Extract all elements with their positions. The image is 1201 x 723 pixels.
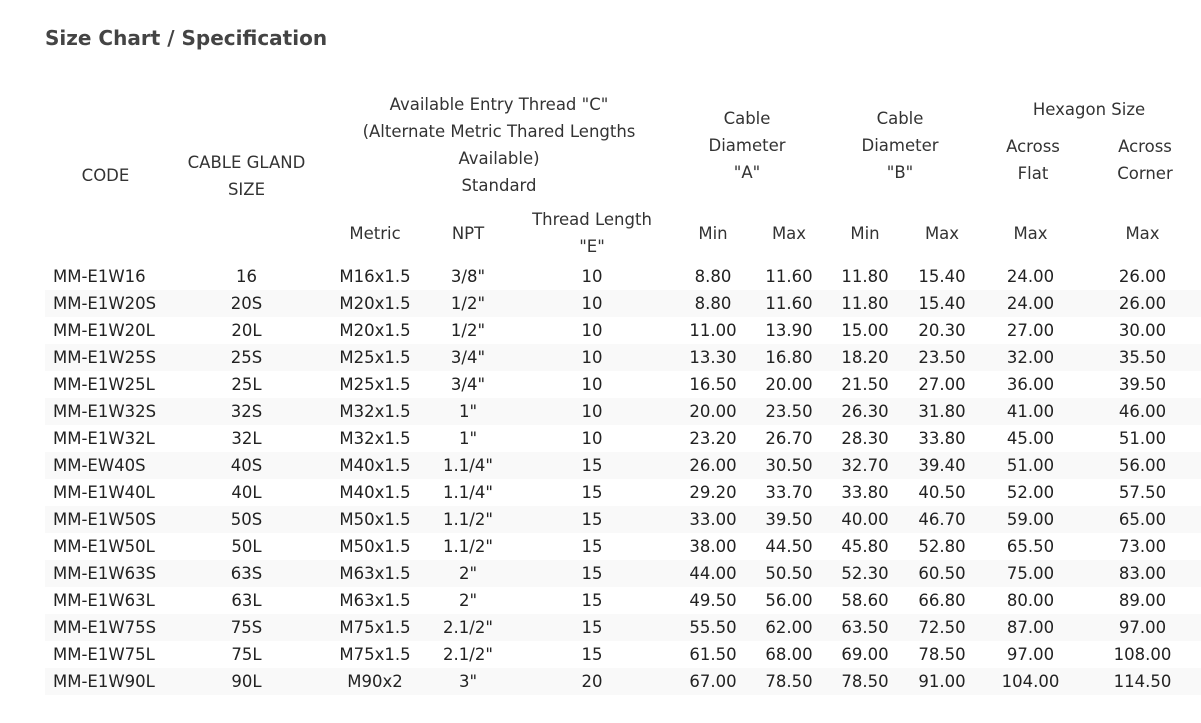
npt-cell: 3": [423, 668, 513, 695]
flat-max-cell: 75.00: [977, 560, 1084, 587]
b-min-cell: 21.50: [841, 375, 889, 394]
b-max-cell: 39.40: [907, 452, 977, 479]
thread-length-cell: 15: [581, 645, 603, 664]
header-corner-max: [1084, 203, 1201, 263]
metric-cell: M25x1.5: [327, 344, 423, 371]
a-max-cell: 33.70: [765, 483, 813, 502]
flat-max-cell: 104.00: [977, 668, 1084, 695]
thread-length-cell: 15: [513, 560, 671, 587]
npt-cell: 2": [458, 591, 478, 610]
metric-cell: M20x1.5: [339, 321, 411, 340]
table-row: [45, 452, 1201, 479]
header-across-corner-line: Across: [1118, 137, 1172, 156]
metric-cell: M16x1.5: [339, 267, 411, 286]
code-cell: MM-E1W32L: [53, 429, 155, 448]
thread-length-cell: 15: [513, 452, 671, 479]
b-max-cell: 27.00: [918, 375, 966, 394]
a-min-cell: 8.80: [694, 267, 732, 286]
gland-size-cell: 25L: [231, 375, 262, 394]
gland-size-cell: 16: [236, 267, 257, 286]
code-cell: MM-E1W40L: [53, 483, 155, 502]
b-max-cell: 72.50: [907, 614, 977, 641]
a-max-cell: 39.50: [755, 506, 823, 533]
header-entry-thread: [327, 88, 671, 203]
npt-cell: 1/2": [450, 321, 486, 340]
b-min-cell: 78.50: [823, 668, 907, 695]
header-max-label: Max: [771, 223, 807, 243]
flat-max-cell: 52.00: [1006, 483, 1055, 502]
thread-length-cell: 15: [581, 591, 603, 610]
corner-max-cell: 73.00: [1118, 537, 1167, 556]
thread-length-cell: 10: [513, 398, 671, 425]
corner-max-cell: 108.00: [1113, 645, 1172, 664]
header-across-flat-line: Flat: [1017, 164, 1049, 183]
gland-size-cell: 25S: [166, 344, 327, 371]
a-max-cell: 26.70: [765, 429, 813, 448]
gland-size-cell: 40S: [166, 452, 327, 479]
table-row: [45, 398, 1201, 425]
table-row: [45, 425, 1201, 452]
corner-max-cell: 30.00: [1118, 321, 1167, 340]
b-min-cell: 11.80: [823, 290, 907, 317]
flat-max-cell: 97.00: [1006, 645, 1055, 664]
header-cable-a-line: Diameter: [708, 136, 786, 155]
a-max-cell: 78.50: [755, 668, 823, 695]
code-cell: MM-E1W50S: [45, 506, 166, 533]
a-min-cell: 26.00: [671, 452, 755, 479]
gland-size-cell: 50L: [231, 537, 262, 556]
flat-max-cell: 24.00: [1006, 267, 1055, 286]
npt-cell: 1.1/4": [423, 452, 513, 479]
b-max-cell: 20.30: [918, 321, 966, 340]
header-max-label: Max: [924, 223, 960, 243]
header-across-flat: [977, 133, 1089, 187]
b-max-cell: 60.50: [907, 560, 977, 587]
b-min-cell: 33.80: [841, 483, 889, 502]
header-cable-b-line: Diameter: [861, 136, 939, 155]
table-row: [45, 587, 1201, 614]
corner-max-cell: 114.50: [1084, 668, 1201, 695]
code-cell: MM-E1W16: [53, 267, 146, 286]
b-max-cell: 66.80: [918, 591, 966, 610]
a-min-cell: 61.50: [689, 645, 737, 664]
metric-cell: M25x1.5: [339, 375, 411, 394]
flat-max-cell: 59.00: [977, 506, 1084, 533]
code-cell: MM-E1W75S: [45, 614, 166, 641]
gland-size-cell: 32L: [231, 429, 262, 448]
npt-cell: 1/2": [423, 290, 513, 317]
metric-cell: M50x1.5: [327, 506, 423, 533]
table-row: [45, 506, 1201, 533]
npt-cell: 1.1/2": [443, 537, 493, 556]
header-max-label: Max: [1013, 223, 1048, 243]
b-max-cell: 15.40: [918, 267, 966, 286]
a-min-cell: 33.00: [671, 506, 755, 533]
header-gland-size: [166, 88, 327, 263]
header-a-min: [671, 203, 755, 263]
code-cell: MM-E1W75L: [53, 645, 155, 664]
a-min-cell: 29.20: [689, 483, 737, 502]
thread-length-cell: 15: [513, 506, 671, 533]
header-gland-size-label: CABLE GLAND SIZE: [187, 152, 306, 199]
npt-cell: 1": [458, 429, 478, 448]
corner-max-cell: 89.00: [1118, 591, 1167, 610]
b-max-cell: 91.00: [907, 668, 977, 695]
header-thread-length: [513, 203, 671, 263]
b-min-cell: 40.00: [823, 506, 907, 533]
table-row: [45, 641, 1201, 668]
table-row: [45, 263, 1201, 290]
a-max-cell: 30.50: [755, 452, 823, 479]
header-across-corner-line: Corner: [1117, 164, 1173, 183]
a-max-cell: 68.00: [765, 645, 813, 664]
npt-cell: 2.1/2": [443, 645, 493, 664]
flat-max-cell: 80.00: [1006, 591, 1055, 610]
metric-cell: M50x1.5: [339, 537, 411, 556]
metric-cell: M63x1.5: [327, 560, 423, 587]
gland-size-cell: 50S: [166, 506, 327, 533]
a-max-cell: 23.50: [755, 398, 823, 425]
a-min-cell: 20.00: [671, 398, 755, 425]
thread-length-cell: 10: [581, 375, 603, 394]
header-min-label: Min: [850, 223, 880, 243]
a-max-cell: 11.60: [765, 267, 813, 286]
gland-size-cell: 75L: [231, 645, 262, 664]
thread-length-cell: 15: [581, 483, 603, 502]
header-npt-label: NPT: [451, 223, 485, 243]
b-min-cell: 26.30: [823, 398, 907, 425]
header-min-label: Min: [698, 223, 728, 243]
a-min-cell: 49.50: [689, 591, 737, 610]
metric-cell: M75x1.5: [327, 614, 423, 641]
header-npt: [423, 203, 513, 263]
flat-max-cell: 51.00: [977, 452, 1084, 479]
header-metric-label: Metric: [349, 223, 401, 243]
header-thread-length-line: "E": [579, 237, 605, 256]
table-row: [45, 614, 1201, 641]
gland-size-cell: 20S: [166, 290, 327, 317]
metric-cell: M40x1.5: [339, 483, 411, 502]
header-flat-max: [977, 203, 1084, 263]
header-hexagon-size: [977, 88, 1201, 203]
thread-length-cell: 15: [513, 614, 671, 641]
corner-max-cell: 65.00: [1084, 506, 1201, 533]
metric-cell: M40x1.5: [327, 452, 423, 479]
thread-length-cell: 10: [581, 267, 603, 286]
header-b-max: [907, 203, 977, 263]
corner-max-cell: 83.00: [1084, 560, 1201, 587]
a-max-cell: 20.00: [765, 375, 813, 394]
a-max-cell: 62.00: [755, 614, 823, 641]
header-cable-a-line: "A": [733, 163, 761, 182]
code-cell: MM-E1W50L: [53, 537, 155, 556]
code-cell: MM-E1W20S: [45, 290, 166, 317]
npt-cell: 2.1/2": [423, 614, 513, 641]
thread-length-cell: 10: [513, 344, 671, 371]
code-cell: MM-EW40S: [45, 452, 166, 479]
a-max-cell: 16.80: [755, 344, 823, 371]
gland-size-cell: 63L: [231, 591, 262, 610]
npt-cell: 1.1/4": [443, 483, 493, 502]
header-cable-diameter-b: [823, 88, 977, 203]
header-thread-length-line: Thread Length: [532, 210, 652, 229]
flat-max-cell: 65.50: [1006, 537, 1055, 556]
gland-size-cell: 20L: [231, 321, 262, 340]
corner-max-cell: 57.50: [1118, 483, 1167, 502]
flat-max-cell: 41.00: [977, 398, 1084, 425]
b-max-cell: 15.40: [907, 290, 977, 317]
corner-max-cell: 39.50: [1118, 375, 1167, 394]
b-min-cell: 32.70: [823, 452, 907, 479]
flat-max-cell: 36.00: [1006, 375, 1055, 394]
b-min-cell: 45.80: [841, 537, 889, 556]
flat-max-cell: 45.00: [1006, 429, 1055, 448]
page-title: Size Chart / Specification: [45, 26, 328, 50]
code-cell: MM-E1W63S: [45, 560, 166, 587]
thread-length-cell: 10: [513, 290, 671, 317]
thread-length-cell: 10: [581, 321, 603, 340]
metric-cell: M20x1.5: [327, 290, 423, 317]
table-row: [45, 668, 1201, 695]
header-a-max: [755, 203, 823, 263]
thread-length-cell: 15: [581, 537, 603, 556]
header-cable-b-line: "B": [886, 163, 914, 182]
b-min-cell: 52.30: [823, 560, 907, 587]
header-entry-thread-line: Available Entry Thread "C": [389, 95, 609, 114]
code-cell: MM-E1W25L: [53, 375, 155, 394]
code-cell: MM-E1W32S: [45, 398, 166, 425]
a-min-cell: 55.50: [671, 614, 755, 641]
table-row: [45, 479, 1201, 506]
a-max-cell: 11.60: [755, 290, 823, 317]
header-max-label: Max: [1125, 223, 1160, 243]
a-min-cell: 16.50: [689, 375, 737, 394]
code-cell: MM-E1W20L: [53, 321, 155, 340]
a-min-cell: 44.00: [671, 560, 755, 587]
corner-max-cell: 97.00: [1084, 614, 1201, 641]
a-min-cell: 67.00: [671, 668, 755, 695]
corner-max-cell: 51.00: [1118, 429, 1167, 448]
b-min-cell: 18.20: [823, 344, 907, 371]
b-max-cell: 46.70: [907, 506, 977, 533]
npt-cell: 3/8": [450, 267, 486, 286]
header-metric: [327, 203, 423, 263]
b-max-cell: 52.80: [918, 537, 966, 556]
table-row: [45, 371, 1201, 398]
gland-size-cell: 63S: [166, 560, 327, 587]
thread-length-cell: 10: [581, 429, 603, 448]
a-min-cell: 11.00: [689, 321, 737, 340]
npt-cell: 1": [423, 398, 513, 425]
header-cable-a-line: Cable: [723, 109, 771, 128]
header-entry-thread-line: (Alternate Metric Thared Lengths: [362, 122, 636, 141]
corner-max-cell: 35.50: [1084, 344, 1201, 371]
flat-max-cell: 27.00: [1006, 321, 1055, 340]
header-cable-diameter-a: [671, 88, 823, 203]
corner-max-cell: 26.00: [1118, 267, 1167, 286]
code-cell: MM-E1W63L: [53, 591, 155, 610]
gland-size-cell: 75S: [166, 614, 327, 641]
flat-max-cell: 32.00: [977, 344, 1084, 371]
table-row: [45, 290, 1201, 317]
header-cable-b-line: Cable: [876, 109, 924, 128]
header-across-flat-line: Across: [1006, 137, 1060, 156]
table-row: [45, 344, 1201, 371]
b-min-cell: 28.30: [841, 429, 889, 448]
b-max-cell: 23.50: [907, 344, 977, 371]
npt-cell: 1.1/2": [423, 506, 513, 533]
a-max-cell: 13.90: [765, 321, 813, 340]
table-row: [45, 560, 1201, 587]
b-max-cell: 33.80: [918, 429, 966, 448]
b-min-cell: 11.80: [841, 267, 889, 286]
flat-max-cell: 24.00: [977, 290, 1084, 317]
header-entry-thread-line: Available): [458, 149, 540, 168]
metric-cell: M32x1.5: [339, 429, 411, 448]
b-max-cell: 78.50: [918, 645, 966, 664]
thread-length-cell: 20: [513, 668, 671, 695]
header-b-min: [823, 203, 907, 263]
metric-cell: M32x1.5: [327, 398, 423, 425]
metric-cell: M75x1.5: [339, 645, 411, 664]
a-max-cell: 56.00: [765, 591, 813, 610]
size-chart-table: [45, 88, 1201, 695]
header-entry-thread-line: Standard: [461, 176, 537, 195]
header-across-corner: [1089, 133, 1201, 187]
header-code: [45, 88, 166, 263]
a-max-cell: 44.50: [765, 537, 813, 556]
b-max-cell: 31.80: [907, 398, 977, 425]
b-min-cell: 15.00: [841, 321, 889, 340]
corner-max-cell: 56.00: [1084, 452, 1201, 479]
a-min-cell: 8.80: [671, 290, 755, 317]
npt-cell: 3/4": [423, 344, 513, 371]
npt-cell: 2": [423, 560, 513, 587]
table-header: [45, 88, 1201, 263]
a-min-cell: 13.30: [671, 344, 755, 371]
gland-size-cell: 90L: [166, 668, 327, 695]
gland-size-cell: 32S: [166, 398, 327, 425]
table-body: [45, 263, 1201, 695]
b-min-cell: 63.50: [823, 614, 907, 641]
header-hexagon-label: Hexagon Size: [1032, 100, 1146, 119]
flat-max-cell: 87.00: [977, 614, 1084, 641]
code-cell: MM-E1W25S: [45, 344, 166, 371]
a-min-cell: 38.00: [689, 537, 737, 556]
code-cell: MM-E1W90L: [45, 668, 166, 695]
corner-max-cell: 26.00: [1084, 290, 1201, 317]
header-code-label: CODE: [81, 166, 130, 185]
table-row: [45, 533, 1201, 560]
a-max-cell: 50.50: [755, 560, 823, 587]
npt-cell: 3/4": [450, 375, 486, 394]
gland-size-cell: 40L: [231, 483, 262, 502]
metric-cell: M90x2: [327, 668, 423, 695]
table-row: [45, 317, 1201, 344]
b-min-cell: 58.60: [841, 591, 889, 610]
b-max-cell: 40.50: [918, 483, 966, 502]
a-min-cell: 23.20: [689, 429, 737, 448]
corner-max-cell: 46.00: [1084, 398, 1201, 425]
metric-cell: M63x1.5: [339, 591, 411, 610]
b-min-cell: 69.00: [841, 645, 889, 664]
